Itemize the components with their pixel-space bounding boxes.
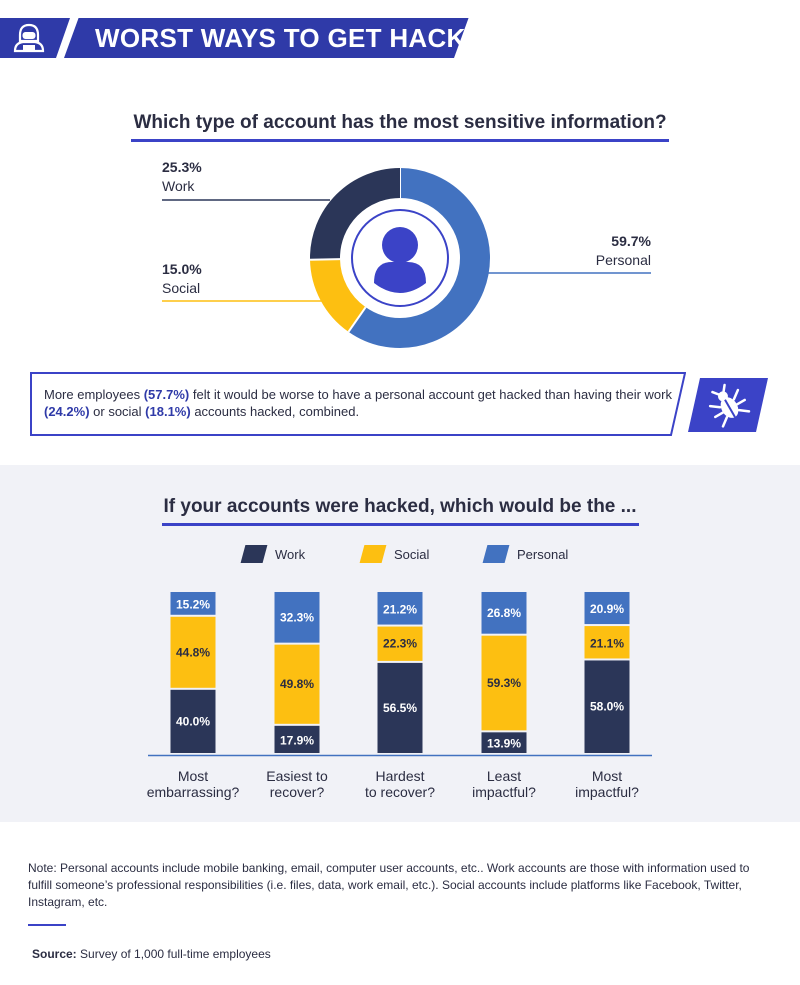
bar-value-label: 59.3% (486, 676, 522, 691)
donut-label-social (162, 261, 202, 296)
category-label-line: Most (177, 768, 209, 784)
category-label-line: impactful? (472, 784, 536, 800)
bar-value-label: 22.3% (382, 636, 418, 651)
source-line (32, 947, 271, 961)
legend-label-personal: Personal (517, 546, 569, 562)
legend-work (243, 545, 305, 563)
insight-callout (30, 372, 686, 436)
category-label-line: to recover? (364, 784, 436, 800)
footnote: Note: Personal accounts include mobile banking, email, computer user accounts, etc.. Work accounts are those with information used to fulfill someone’s professional responsibilities (i.e. files, data, work email, etc.). Social accounts include platforms like Facebook, Twitter, Instagram, etc. (28, 861, 750, 909)
category-label-line: Easiest to (266, 768, 328, 784)
personal-label: Personal (595, 252, 651, 268)
bar-value-label: 56.5% (382, 700, 418, 715)
page-title: WORST WAYS TO GET HACKED (95, 23, 503, 53)
donut-slice-gap (310, 259, 340, 260)
category-label (345, 768, 455, 800)
source-label: Source: (32, 947, 77, 961)
category-label-line: recover? (269, 784, 325, 800)
category-label-line: Most (591, 768, 623, 784)
bug-badge (688, 378, 768, 432)
personal-percent: 59.7% (611, 233, 651, 249)
legend-swatch-personal (483, 545, 510, 563)
social-percent: 15.0% (162, 261, 202, 277)
bar-value-label: 40.0% (175, 714, 211, 729)
bar-value-label: 58.0% (589, 699, 625, 714)
bar-value-label: 20.9% (589, 602, 625, 617)
legend-swatch-work (241, 545, 268, 563)
bar-value-label: 49.8% (279, 677, 315, 692)
category-label (242, 768, 352, 800)
bar-value-label: 32.3% (279, 610, 315, 625)
donut-chart (0, 150, 800, 370)
bar-value-label: 17.9% (279, 733, 315, 748)
bar-value-label: 21.1% (589, 636, 625, 651)
footnote-divider (28, 924, 66, 926)
legend-personal (485, 545, 568, 563)
category-label (449, 768, 559, 800)
category-label-line: Hardest (375, 768, 425, 784)
category-label-line: Least (486, 768, 522, 784)
bar-value-label: 13.9% (486, 736, 522, 751)
bar-value-label: 26.8% (486, 605, 522, 620)
legend-label-work: Work (275, 546, 306, 562)
header-icon-box (0, 18, 56, 58)
work-label: Work (162, 178, 195, 194)
legend-swatch-social (360, 545, 387, 563)
callout-text: More employees (57.7%) felt it would be worse to have a personal account get hacked than having their work (24.2%) or social (18.1%) accounts hacked, combined. (44, 387, 672, 419)
category-label (552, 768, 662, 800)
donut-label-work (162, 159, 202, 194)
legend-social (362, 545, 429, 563)
donut-label-personal (560, 233, 651, 268)
donut-chart-title: Which type of account has the most sensitive information? (0, 112, 800, 142)
social-label: Social (162, 280, 201, 296)
bar-value-label: 15.2% (175, 597, 211, 612)
bar-chart-title: If your accounts were hacked, which would be the ... (0, 496, 800, 526)
category-label (138, 768, 248, 800)
source-text: Survey of 1,000 full-time employees (76, 947, 271, 961)
work-percent: 25.3% (162, 159, 202, 175)
hacker-icon (9, 21, 49, 55)
bar-value-label: 44.8% (175, 645, 211, 660)
bar-value-label: 21.2% (382, 602, 418, 617)
category-label-line: impactful? (575, 784, 639, 800)
category-label-line: embarrassing? (146, 784, 240, 800)
legend-label-social: Social (394, 546, 430, 562)
